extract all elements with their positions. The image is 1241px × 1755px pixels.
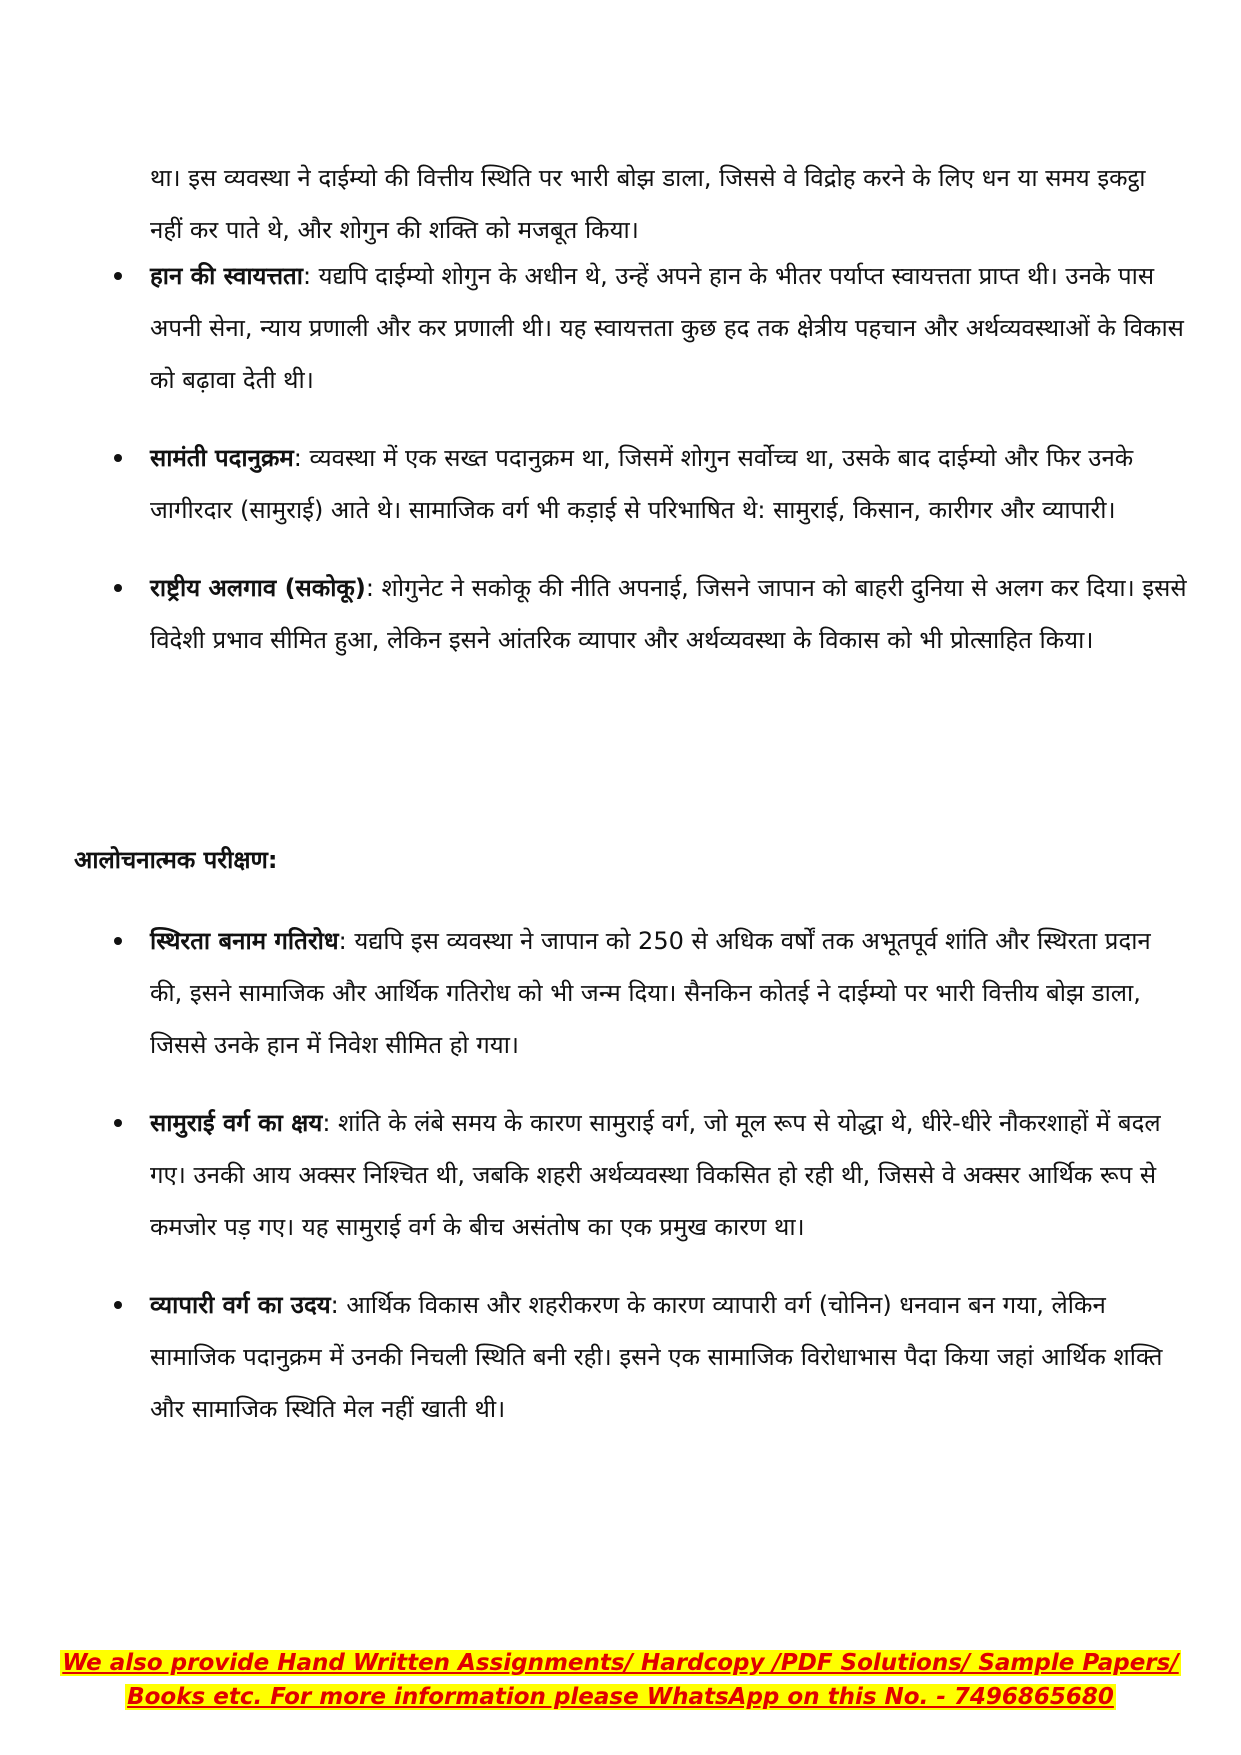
bullet-list-bottom — [150, 915, 1190, 1461]
bullet-term: हान की स्वायत्तता — [150, 262, 303, 290]
list-item — [150, 1097, 1190, 1253]
list-item — [150, 432, 1190, 536]
bullet-icon — [114, 454, 122, 462]
bullet-icon — [114, 272, 122, 280]
bullet-text: : शोगुनेट ने सकोकू की नीति अपनाई, जिसने जापान को बाहरी दुनिया से अलग कर दिया। इससे विदेशी प्रभाव सीमित हुआ, लेकिन इसने आंतरिक व्यापार और अर्थव्यवस्था के विकास को भी प्रोत्साहित किया। — [150, 574, 1187, 654]
list-item — [150, 562, 1190, 666]
bullet-icon — [114, 584, 122, 592]
intro-paragraph: था। इस व्यवस्था ने दाईम्यो की वित्तीय स्थिति पर भारी बोझ डाला, जिससे वे विद्रोह करने के लिए धन या समय इकट्ठा नहीं कर पाते थे, और शोगुन की शक्ति को मजबूत किया। — [150, 164, 1146, 244]
bullet-icon — [114, 1119, 122, 1127]
bullet-text: : व्यवस्था में एक सख्त पदानुक्रम था, जिसमें शोगुन सर्वोच्च था, उसके बाद दाईम्यो और फिर उनके जागीरदार (सामुराई) आते थे। सामाजिक वर्ग भी कड़ाई से परिभाषित थे: सामुराई, किसान, कारीगर और व्यापारी। — [150, 444, 1134, 524]
list-item — [150, 250, 1190, 406]
bullet-text: : शांति के लंबे समय के कारण सामुराई वर्ग, जो मूल रूप से योद्धा थे, धीरे-धीरे नौकरशाहों में बदल गए। उनकी आय अक्सर निश्चित थी, जबकि शहरी अर्थव्यवस्था विकसित हो रही थी, जिससे वे अक्सर आर्थिक रूप से कमजोर पड़ गए। यह सामुराई वर्ग के बीच असंतोष का एक प्रमुख कारण था। — [150, 1109, 1161, 1241]
bullet-term: स्थिरता बनाम गतिरोध — [150, 927, 339, 955]
bullet-icon — [114, 1301, 122, 1309]
bullet-text: : यद्यपि इस व्यवस्था ने जापान को 250 से अधिक वर्षों तक अभूतपूर्व शांति और स्थिरता प्रदान की, इसने सामाजिक और आर्थिक गतिरोध को भी जन्म दिया। सैनकिन कोतई ने दाईम्यो पर भारी वित्तीय बोझ डाला, जिससे उनके हान में निवेश सीमित हो गया। — [150, 927, 1151, 1059]
bullet-term: राष्ट्रीय अलगाव (सकोकू) — [150, 574, 366, 602]
bullet-text: : आर्थिक विकास और शहरीकरण के कारण व्यापारी वर्ग (चोनिन) धनवान बन गया, लेकिन सामाजिक पदानुक्रम में उनकी निचली स्थिति बनी रही। इसने एक सामाजिक विरोधाभास पैदा किया जहां आर्थिक शक्ति और सामाजिक स्थिति मेल नहीं खाती थी। — [150, 1291, 1163, 1423]
footer-line-1: We also provide Hand Written Assignments/ Hardcopy /PDF Solutions/ Sample Papers/ — [62, 1650, 1179, 1676]
bullet-list-top — [150, 250, 1190, 692]
section-heading: आलोचनात्मक परीक्षण: — [74, 846, 278, 874]
list-item — [150, 1279, 1190, 1435]
bullet-icon — [114, 937, 122, 945]
bullet-term: सामंती पदानुक्रम — [150, 444, 294, 472]
list-item — [150, 915, 1190, 1071]
bullet-term: व्यापारी वर्ग का उदय — [150, 1291, 331, 1319]
bullet-term: सामुराई वर्ग का क्षय — [150, 1109, 323, 1137]
footer-line-2: Books etc. For more information please WhatsApp on this No. - 7496865680 — [127, 1684, 1114, 1710]
bullet-text: : यद्यपि दाईम्यो शोगुन के अधीन थे, उन्हें अपने हान के भीतर पर्याप्त स्वायत्तता प्राप्त थी। उनके पास अपनी सेना, न्याय प्रणाली और कर प्रणाली थी। यह स्वायत्तता कुछ हद तक क्षेत्रीय पहचान और अर्थव्यवस्थाओं के विकास को बढ़ावा देती थी। — [150, 262, 1184, 394]
footer-notice — [0, 1646, 1241, 1714]
